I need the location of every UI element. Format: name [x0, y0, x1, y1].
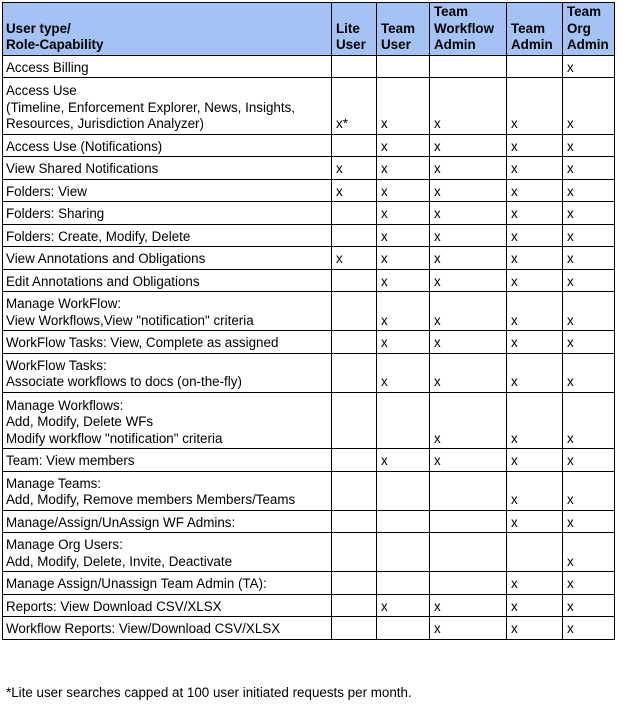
- capability-cell: Workflow Reports: View/Download CSV/XLSX: [3, 617, 332, 640]
- lite-user-cell: [332, 533, 377, 572]
- team-user-cell: x: [377, 179, 430, 202]
- team-user-cell: x: [377, 78, 430, 135]
- team-org-admin-cell: x: [563, 617, 615, 640]
- team-admin-cell: x: [507, 269, 563, 292]
- team-admin-cell: x: [507, 179, 563, 202]
- team-workflow-admin-cell: [430, 533, 507, 572]
- lite-user-cell: [332, 55, 377, 78]
- team-org-admin-cell: x: [563, 224, 615, 247]
- team-user-cell: [377, 55, 430, 78]
- table-row: [3, 269, 615, 292]
- team-workflow-admin-cell: x: [430, 134, 507, 157]
- team-org-admin-cell: x: [563, 202, 615, 225]
- team-org-admin-cell: x: [563, 55, 615, 78]
- team-workflow-admin-cell: x: [430, 292, 507, 331]
- capability-cell: Access Use (Notifications): [3, 134, 332, 157]
- team-workflow-admin-cell: x: [430, 179, 507, 202]
- team-user-cell: x: [377, 247, 430, 270]
- team-admin-cell: x: [507, 572, 563, 595]
- team-org-admin-cell: x: [563, 594, 615, 617]
- team-user-cell: x: [377, 202, 430, 225]
- team-user-cell: [377, 572, 430, 595]
- lite-user-cell: [332, 449, 377, 472]
- team-org-admin-cell: x: [563, 533, 615, 572]
- table-row: [3, 157, 615, 180]
- table-row: [3, 510, 615, 533]
- team-workflow-admin-cell: [430, 572, 507, 595]
- column-header-capability: User type/ Role-Capability: [3, 3, 332, 56]
- team-admin-cell: x: [507, 134, 563, 157]
- team-org-admin-cell: x: [563, 392, 615, 449]
- team-org-admin-cell: x: [563, 471, 615, 510]
- lite-user-cell: [332, 134, 377, 157]
- lite-user-cell: [332, 292, 377, 331]
- capability-cell: Manage Workflows: Add, Modify, Delete WFs Modify workflow "notification" criteria: [3, 392, 332, 449]
- column-header-team-org-admin: Team Org Admin: [563, 3, 615, 56]
- capability-cell: Reports: View Download CSV/XLSX: [3, 594, 332, 617]
- table-row: [3, 292, 615, 331]
- lite-user-cell: x: [332, 247, 377, 270]
- table-row: [3, 134, 615, 157]
- team-user-cell: x: [377, 594, 430, 617]
- team-org-admin-cell: x: [563, 247, 615, 270]
- team-workflow-admin-cell: x: [430, 353, 507, 392]
- lite-user-cell: x*: [332, 78, 377, 135]
- team-admin-cell: x: [507, 449, 563, 472]
- capability-cell: WorkFlow Tasks: View, Complete as assigned: [3, 331, 332, 354]
- table-row: [3, 449, 615, 472]
- team-user-cell: x: [377, 224, 430, 247]
- table-row: [3, 202, 615, 225]
- team-admin-cell: x: [507, 157, 563, 180]
- table-row: [3, 533, 615, 572]
- team-user-cell: [377, 617, 430, 640]
- team-org-admin-cell: x: [563, 269, 615, 292]
- table-row: [3, 224, 615, 247]
- lite-user-cell: [332, 392, 377, 449]
- capability-cell: Manage WorkFlow: View Workflows,View "notification" criteria: [3, 292, 332, 331]
- team-org-admin-cell: x: [563, 157, 615, 180]
- column-header-team-user: Team User: [377, 3, 430, 56]
- team-org-admin-cell: x: [563, 449, 615, 472]
- lite-user-cell: x: [332, 179, 377, 202]
- capability-cell: Folders: View: [3, 179, 332, 202]
- capability-cell: Manage Teams: Add, Modify, Remove members Members/Teams: [3, 471, 332, 510]
- team-workflow-admin-cell: x: [430, 78, 507, 135]
- team-workflow-admin-cell: x: [430, 331, 507, 354]
- table-row: [3, 247, 615, 270]
- team-org-admin-cell: x: [563, 510, 615, 533]
- team-admin-cell: x: [507, 224, 563, 247]
- footnote: *Lite user searches capped at 100 user initiated requests per month.: [6, 685, 412, 700]
- team-admin-cell: x: [507, 617, 563, 640]
- capability-cell: Folders: Create, Modify, Delete: [3, 224, 332, 247]
- team-admin-cell: x: [507, 594, 563, 617]
- team-workflow-admin-cell: x: [430, 247, 507, 270]
- table-row: [3, 179, 615, 202]
- table-row: [3, 617, 615, 640]
- team-user-cell: [377, 392, 430, 449]
- team-admin-cell: x: [507, 247, 563, 270]
- team-admin-cell: x: [507, 471, 563, 510]
- table-row: [3, 471, 615, 510]
- team-admin-cell: x: [507, 510, 563, 533]
- team-admin-cell: [507, 55, 563, 78]
- capability-cell: WorkFlow Tasks: Associate workflows to docs (on-the-fly): [3, 353, 332, 392]
- column-header-team-admin: Team Admin: [507, 3, 563, 56]
- column-header-lite-user: Lite User: [332, 3, 377, 56]
- table-row: [3, 78, 615, 135]
- team-workflow-admin-cell: [430, 55, 507, 78]
- capability-cell: Manage Org Users: Add, Modify, Delete, Invite, Deactivate: [3, 533, 332, 572]
- team-admin-cell: x: [507, 292, 563, 331]
- team-user-cell: x: [377, 292, 430, 331]
- team-workflow-admin-cell: x: [430, 157, 507, 180]
- team-admin-cell: x: [507, 392, 563, 449]
- team-workflow-admin-cell: x: [430, 202, 507, 225]
- header-row: [3, 3, 615, 56]
- team-workflow-admin-cell: x: [430, 269, 507, 292]
- team-admin-cell: [507, 533, 563, 572]
- lite-user-cell: [332, 471, 377, 510]
- team-user-cell: x: [377, 449, 430, 472]
- table-row: [3, 392, 615, 449]
- team-workflow-admin-cell: x: [430, 392, 507, 449]
- team-user-cell: [377, 471, 430, 510]
- lite-user-cell: [332, 510, 377, 533]
- lite-user-cell: [332, 224, 377, 247]
- lite-user-cell: [332, 617, 377, 640]
- team-user-cell: x: [377, 353, 430, 392]
- table-row: [3, 55, 615, 78]
- table-row: [3, 572, 615, 595]
- team-user-cell: x: [377, 134, 430, 157]
- capability-cell: Access Use (Timeline, Enforcement Explorer, News, Insights, Resources, Jurisdiction Analyzer): [3, 78, 332, 135]
- lite-user-cell: [332, 331, 377, 354]
- capability-cell: View Annotations and Obligations: [3, 247, 332, 270]
- capability-cell: Folders: Sharing: [3, 202, 332, 225]
- team-user-cell: [377, 533, 430, 572]
- table-row: [3, 331, 615, 354]
- team-org-admin-cell: x: [563, 572, 615, 595]
- team-user-cell: x: [377, 269, 430, 292]
- team-workflow-admin-cell: x: [430, 594, 507, 617]
- team-user-cell: [377, 510, 430, 533]
- team-workflow-admin-cell: x: [430, 617, 507, 640]
- team-admin-cell: x: [507, 331, 563, 354]
- table-row: [3, 353, 615, 392]
- team-admin-cell: x: [507, 202, 563, 225]
- team-org-admin-cell: x: [563, 179, 615, 202]
- permissions-table: [2, 2, 615, 640]
- team-workflow-admin-cell: x: [430, 449, 507, 472]
- capability-cell: Access Billing: [3, 55, 332, 78]
- team-user-cell: x: [377, 331, 430, 354]
- lite-user-cell: [332, 572, 377, 595]
- team-admin-cell: x: [507, 78, 563, 135]
- capability-cell: Edit Annotations and Obligations: [3, 269, 332, 292]
- team-admin-cell: x: [507, 353, 563, 392]
- team-user-cell: x: [377, 157, 430, 180]
- team-workflow-admin-cell: [430, 471, 507, 510]
- capability-cell: Team: View members: [3, 449, 332, 472]
- team-org-admin-cell: x: [563, 331, 615, 354]
- team-org-admin-cell: x: [563, 292, 615, 331]
- capability-cell: Manage/Assign/UnAssign WF Admins:: [3, 510, 332, 533]
- team-org-admin-cell: x: [563, 353, 615, 392]
- lite-user-cell: x: [332, 157, 377, 180]
- lite-user-cell: [332, 202, 377, 225]
- capability-cell: Manage Assign/Unassign Team Admin (TA):: [3, 572, 332, 595]
- team-workflow-admin-cell: x: [430, 224, 507, 247]
- team-org-admin-cell: x: [563, 134, 615, 157]
- capability-cell: View Shared Notifications: [3, 157, 332, 180]
- column-header-team-workflow-admin: Team Workflow Admin: [430, 3, 507, 56]
- lite-user-cell: [332, 269, 377, 292]
- lite-user-cell: [332, 594, 377, 617]
- table-row: [3, 594, 615, 617]
- lite-user-cell: [332, 353, 377, 392]
- team-workflow-admin-cell: [430, 510, 507, 533]
- team-org-admin-cell: x: [563, 78, 615, 135]
